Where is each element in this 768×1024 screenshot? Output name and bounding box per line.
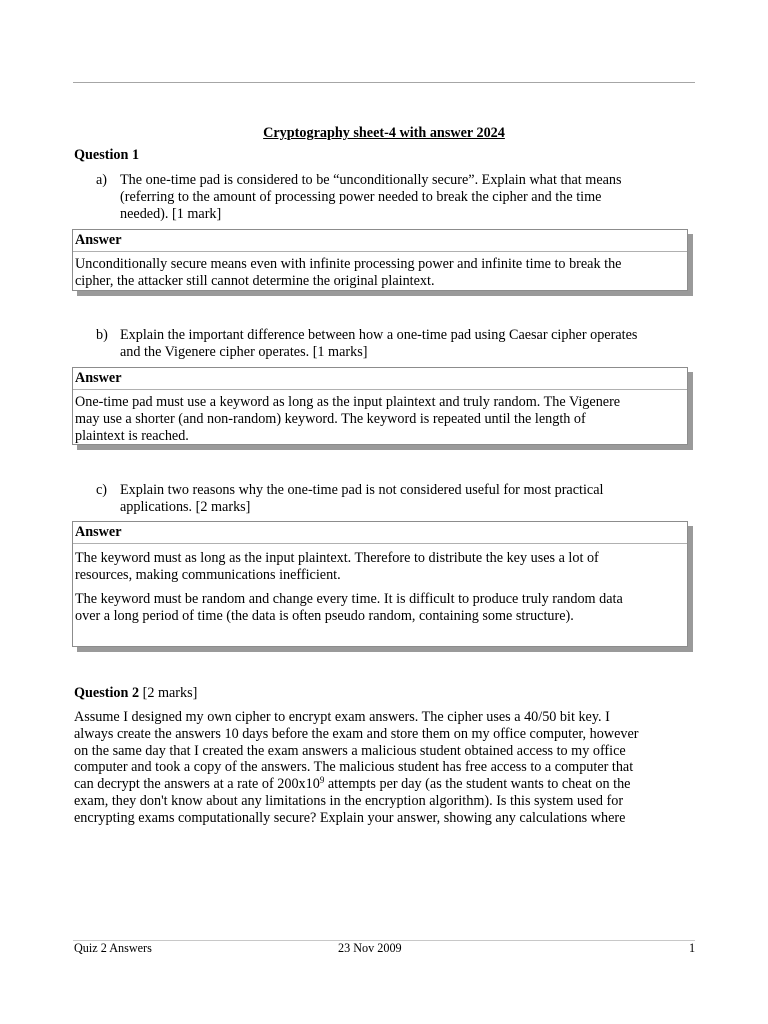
text-line: applications. [2 marks]	[120, 498, 251, 515]
answer-text-1	[75, 550, 683, 584]
question-2-heading	[74, 685, 197, 702]
text-run: can decrypt the answers at a rate of 200x10	[74, 776, 320, 793]
text-line: The keyword must be random and change every time. It is difficult to produce truly random data	[75, 591, 623, 607]
text-line: plaintext is reached.	[75, 427, 189, 444]
text-line: exam, they don't know about any limitations in the encryption algorithm). Is this system used for	[74, 792, 624, 809]
text-line: The keyword must as long as the input plaintext. Therefore to distribute the key uses a lot of	[75, 550, 599, 566]
text-line: The one-time pad is considered to be “unconditionally secure”. Explain what that means	[120, 172, 622, 188]
text-line: (referring to the amount of processing power needed to break the cipher and the time	[120, 188, 602, 205]
text-line: over a long period of time (the data is often pseudo random, containing some structure).	[75, 607, 574, 624]
text-line: always create the answers 10 days before the exam and store them on my office computer, however	[74, 725, 639, 742]
text-line: Unconditionally secure means even with infinite processing power and infinite time to break the	[75, 256, 622, 272]
answer-text	[75, 256, 683, 290]
question-1b-text	[120, 327, 696, 361]
item-label: c)	[96, 482, 108, 498]
text-line: cipher, the attacker still cannot determine the original plaintext.	[75, 272, 435, 289]
question-2-marks: [2 marks]	[142, 685, 198, 701]
text-line: computer and took a copy of the answers. The malicious student has free access to a computer that	[74, 759, 634, 776]
answer-text-2	[75, 591, 683, 625]
header-rule	[73, 82, 695, 83]
text-line: may use a shorter (and non-random) keyword. The keyword is repeated until the length of	[75, 410, 586, 427]
question-2-title: Question 2	[74, 685, 140, 701]
text-line: resources, making communications inefficient.	[75, 566, 341, 583]
item-label: a)	[96, 172, 108, 188]
text-line: Explain the important difference between how a one-time pad using Caesar cipher operates	[120, 327, 638, 343]
answer-box-1c	[72, 521, 688, 647]
question-1-heading: Question 1	[74, 147, 140, 163]
text-line: encrypting exams computationally secure? Explain your answer, showing any calculations where	[74, 809, 626, 826]
text-line: on the same day that I created the exam answers a malicious student obtained access to my office	[74, 742, 626, 759]
text-line: needed). [1 mark]	[120, 205, 222, 222]
answer-heading: Answer	[75, 232, 122, 248]
answer-box-1a	[72, 229, 688, 291]
answer-divider	[73, 389, 687, 390]
answer-heading: Answer	[75, 524, 122, 540]
answer-box-1b	[72, 367, 688, 445]
answer-divider	[73, 251, 687, 252]
text-line: and the Vigenere cipher operates. [1 marks]	[120, 343, 368, 360]
text-line: Assume I designed my own cipher to encrypt exam answers. The cipher uses a 40/50 bit key. I	[74, 709, 610, 725]
text-line: One-time pad must use a keyword as long as the input plaintext and truly random. The Vigenere	[75, 394, 621, 410]
item-label: b)	[96, 327, 108, 343]
text-line: Explain two reasons why the one-time pad is not considered useful for most practical	[120, 482, 604, 498]
footer-left: Quiz 2 Answers	[74, 941, 152, 955]
answer-divider	[73, 543, 687, 544]
question-2-text	[74, 709, 696, 827]
question-1c-text	[120, 482, 696, 516]
question-1a-text	[120, 172, 696, 222]
text-line	[74, 776, 696, 793]
text-run: attempts per day (as the student wants to cheat on the	[324, 776, 631, 793]
exponent: 9	[319, 775, 325, 786]
page-title: Cryptography sheet-4 with answer 2024	[263, 125, 505, 141]
footer-date: 23 Nov 2009	[338, 941, 402, 955]
answer-heading: Answer	[75, 370, 122, 386]
answer-text	[75, 394, 683, 444]
footer-page-number: 1	[689, 941, 696, 955]
